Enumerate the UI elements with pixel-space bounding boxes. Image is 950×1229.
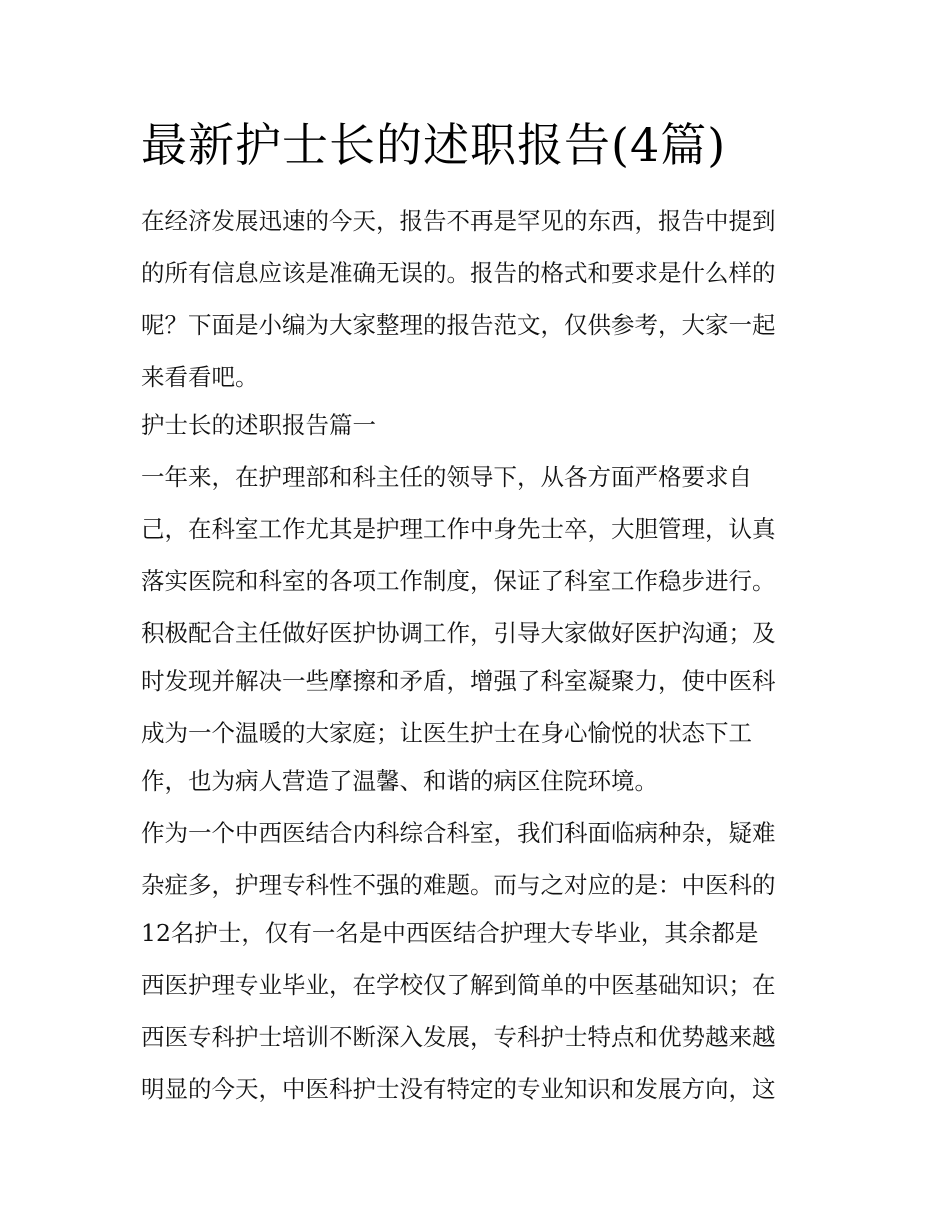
paragraph-line: 成为一个温暖的大家庭；让医生护士在身心愉悦的状态下工 bbox=[141, 719, 752, 747]
paragraph-line: 来看看吧。 bbox=[141, 363, 259, 391]
section-heading: 护士长的述职报告篇一 bbox=[141, 411, 376, 439]
paragraph-line: 呢？下面是小编为大家整理的报告范文，仅供参考，大家一起 bbox=[141, 311, 776, 339]
paragraph-line: 在经济发展迅速的今天，报告不再是罕见的东西，报告中提到 bbox=[141, 207, 776, 235]
paragraph-line: 作，也为病人营造了温馨、和谐的病区住院环境。 bbox=[141, 767, 658, 795]
paragraph-line: 杂症多，护理专科性不强的难题。而与之对应的是：中医科的 bbox=[141, 871, 776, 899]
document-title: 最新护士长的述职报告(4篇) bbox=[141, 118, 727, 172]
paragraph-line: 作为一个中西医结合内科综合科室，我们科面临病种杂，疑难 bbox=[141, 819, 776, 847]
paragraph-line: 落实医院和科室的各项工作制度，保证了科室工作稳步进行。 bbox=[141, 567, 776, 595]
paragraph-line: 西医护理专业毕业，在学校仅了解到简单的中医基础知识；在 bbox=[141, 971, 776, 999]
paragraph-line: 12名护士，仅有一名是中西医结合护理大专毕业，其余都是 bbox=[141, 919, 759, 947]
paragraph-line: 己，在科室工作尤其是护理工作中身先士卒，大胆管理，认真 bbox=[141, 515, 776, 543]
paragraph-line: 积极配合主任做好医护协调工作，引导大家做好医护沟通；及 bbox=[141, 619, 776, 647]
paragraph-line: 时发现并解决一些摩擦和矛盾，增强了科室凝聚力，使中医科 bbox=[141, 667, 776, 695]
paragraph-line: 的所有信息应该是准确无误的。报告的格式和要求是什么样的 bbox=[141, 259, 776, 287]
paragraph-line: 明显的今天，中医科护士没有特定的专业知识和发展方向，这 bbox=[141, 1075, 776, 1103]
paragraph-line: 西医专科护士培训不断深入发展，专科护士特点和优势越来越 bbox=[141, 1023, 776, 1051]
paragraph-line: 一年来，在护理部和科主任的领导下，从各方面严格要求自 bbox=[141, 463, 752, 491]
